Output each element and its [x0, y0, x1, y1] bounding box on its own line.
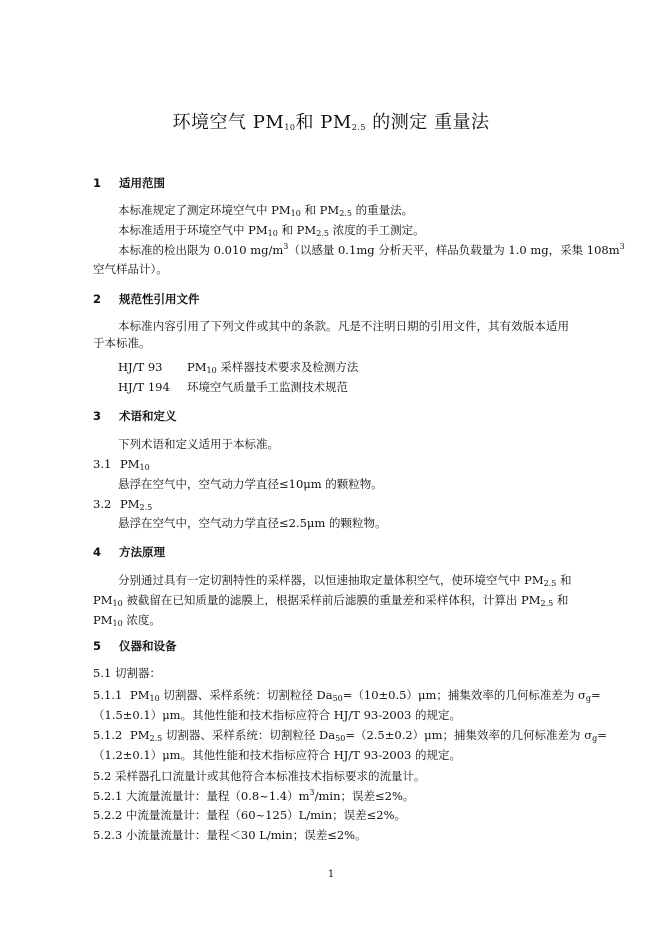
- item-5-2-2: 5.2.2 中流量流量计：量程（60~125）L/min；误差≤2%。: [93, 808, 407, 822]
- item-5-2-1: 5.2.1 大流量流量计：量程$(0.8\sim 1.4)m^3/\min$；误差≤2%。: [93, 788, 415, 803]
- s4-line-3: $PM_{10}$ 浓度。: [93, 613, 161, 628]
- document-title: 环境空气 $PM_{10}$和 $PM_{2.5}$ 的测定 重量法: [172, 112, 490, 133]
- reference-row: HJ/T 194 环境空气质量手工监测技术规范: [118, 380, 348, 394]
- item-5-2: 5.2 采样器孔口流量计或其他符合本标准技术指标要求的流量计。: [93, 769, 426, 783]
- s1-paragraph-3: 本标准的检出限为 0.010 $mg/m^3$（以感量 0.1mg 分析天平，样品负载量为 1.0 mg，采集 $108m^3$: [118, 242, 625, 257]
- s1-paragraph-1: 本标准规定了测定环境空气中 $PM_{10}$ 和 $PM_{2.5}$ 的重量法。: [118, 203, 414, 218]
- item-5-1-1: 5.1.1 $PM_{10}$ 切割器、采样系统：切割粒径 $Da_{50}=(10\pm 0.5)\mu m$；捕集效率的几何标准差为 $\sigma_g=$: [93, 688, 601, 703]
- reference-row: HJ/T 93 $PM_{10}$ 采样器技术要求及检测方法: [118, 360, 359, 375]
- section-4-heading: 4 方法原理: [93, 545, 165, 559]
- s4-line-1: 分别通过具有一定切割特性的采样器，以恒速抽取定量体积空气，使环境空气中 $PM_{2.5}$ 和: [118, 573, 572, 588]
- section-1-heading: 1 适用范围: [93, 176, 165, 190]
- section-2-heading: 2 规范性引用文件: [93, 292, 200, 306]
- item-5-1-2-cont: （1.2±0.1）μm。其他性能和技术指标应符合 HJ/T 93-2003 的规定。: [93, 748, 462, 762]
- section-3-heading: 3 术语和定义: [93, 409, 177, 423]
- s1-paragraph-3-cont: 空气样品计）。: [93, 262, 168, 276]
- page-number: 1: [327, 869, 335, 880]
- term-3-2: 3.2 $PM_{2.5}$: [93, 497, 153, 512]
- item-5-1-1-cont: （1.5±0.1）μm。其他性能和技术指标应符合 HJ/T 93-2003 的规定。: [93, 708, 462, 722]
- s3-intro: 下列术语和定义适用于本标准。: [118, 437, 279, 451]
- s1-paragraph-2: 本标准适用于环境空气中 $PM_{10}$ 和 $PM_{2.5}$ 浓度的手工测定。: [118, 223, 425, 238]
- term-3-1: 3.1 $PM_{10}$: [93, 457, 150, 472]
- term-3-2-definition: 悬浮在空气中，空气动力学直径≤2.5μm 的颗粒物。: [118, 516, 387, 530]
- item-5-1-2: 5.1.2 $PM_{2.5}$ 切割器、采样系统：切割粒径 $Da_{50}=(2.5\pm 0.2)\mu m$；捕集效率的几何标准差为 $\sigma_g=$: [93, 728, 607, 743]
- item-5-2-3: 5.2.3 小流量流量计：量程＜30 L/min；误差≤2%。: [93, 828, 367, 842]
- section-5-heading: 5 仪器和设备: [93, 639, 177, 653]
- item-5-1: 5.1 切割器：: [93, 666, 161, 680]
- s2-paragraph: 本标准内容引用了下列文件或其中的条款。凡是不注明日期的引用文件，其有效版本适用于本标准。: [93, 319, 569, 350]
- s4-line-2: $PM_{10}$ 被截留在已知质量的滤膜上，根据采样前后滤膜的重量差和采样体积，计算出 $PM_{2.5}$ 和: [93, 593, 569, 608]
- term-3-1-definition: 悬浮在空气中，空气动力学直径≤10μm 的颗粒物。: [118, 477, 383, 491]
